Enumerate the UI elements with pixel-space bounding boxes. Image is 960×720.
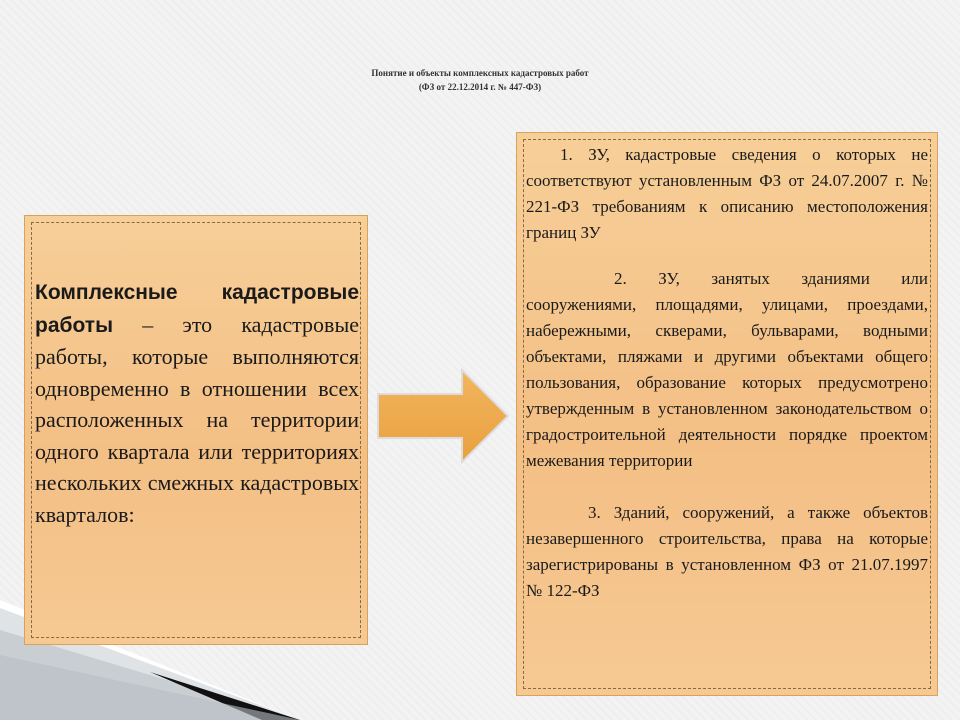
- definition-body: – это кадастровые работы, которые выполняются одновременно в отношении всех расположенных на территории одного квартала или территориях нескольких смежных кадастровых кварталов:: [35, 311, 359, 527]
- objects-box: [516, 132, 938, 696]
- slide-title-line2: (ФЗ от 22.12.2014 г. № 447-ФЗ): [418, 82, 542, 92]
- object-item-2: 2. ЗУ, занятых зданиями или сооружениями, площадями, улицами, проездами, набережными, скверами, бульварами, водными объектами, пляжами и другими объектами общего пользования, образование которых предусмотрено утвержденным в установленном законодательством о градостроительной деятельности порядке проектом межевания территории: [526, 269, 928, 470]
- definition-term: Комплексные кадастровые работы: [35, 281, 359, 337]
- definition-box: [24, 215, 368, 645]
- right-arrow-icon: [376, 368, 512, 464]
- objects-list: [526, 142, 928, 604]
- object-item-1: 1. ЗУ, кадастровые сведения о которых не соответствуют установленным ФЗ от 24.07.2007 г. № 221-ФЗ требованиям к описанию местоположения границ ЗУ: [526, 145, 928, 242]
- definition-text: [35, 276, 359, 530]
- slide-title: [0, 66, 960, 94]
- slide-title-line1: Понятие и объекты комплексных кадастровых работ: [371, 68, 589, 78]
- object-item-3: 3. Зданий, сооружений, а также объектов незавершенного строительства, права на которые зарегистрированы в установленном ФЗ от 21.07.1997 № 122-ФЗ: [526, 503, 928, 600]
